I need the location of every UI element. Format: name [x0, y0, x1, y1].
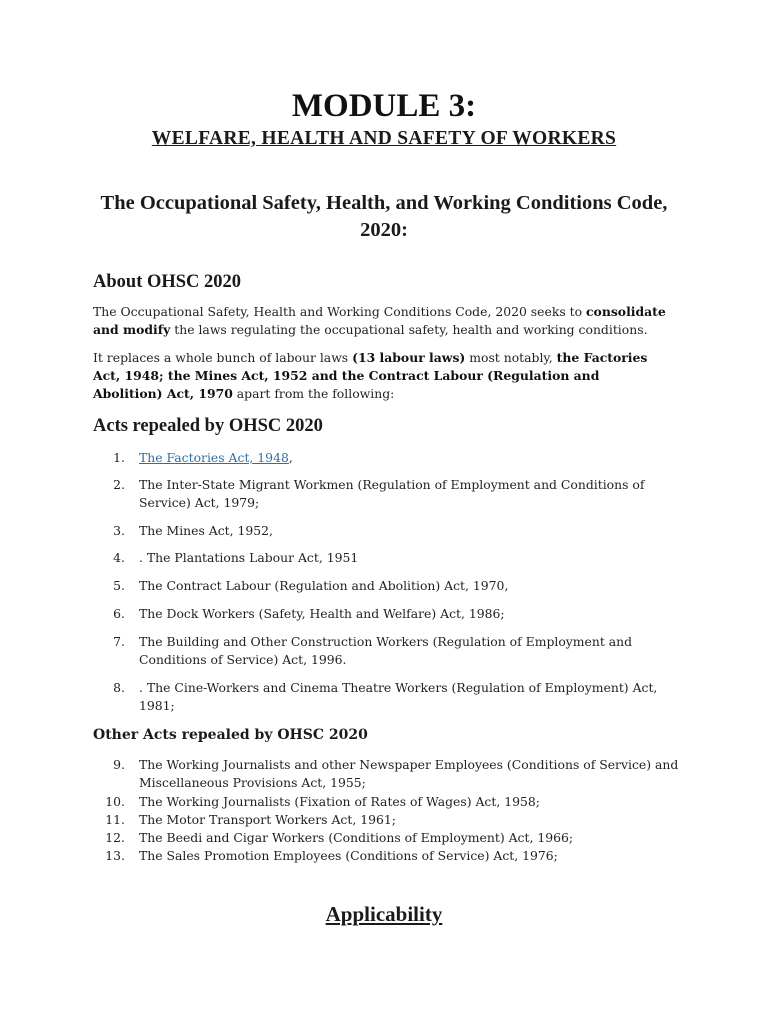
list-item-text: The Dock Workers (Safety, Health and Welfare) Act, 1986; [139, 606, 505, 621]
text-run: The Occupational Safety, Health and Working Conditions Code, 2020 seeks to [93, 304, 587, 319]
other-acts-heading: Other Acts repealed by OHSC 2020 [93, 727, 368, 743]
list-item-text: The Sales Promotion Employees (Conditions of Service) Act, 1976; [139, 848, 558, 863]
text-run: It replaces a whole bunch of labour laws [93, 350, 353, 365]
list-item-text: . The Cine-Workers and Cinema Theatre Workers (Regulation of Employment) Act, 1981; [139, 680, 658, 713]
item-number: 1. [113, 450, 125, 465]
acts-repealed-heading: Acts repealed by OHSC 2020 [93, 416, 323, 436]
list-item-text: The Motor Transport Workers Act, 1961; [139, 812, 396, 827]
list-item-text: The Contract Labour (Regulation and Abolition) Act, 1970, [139, 578, 509, 593]
code-title-colon: : [401, 219, 408, 241]
item-number: 9. [113, 757, 125, 772]
list-item-text: The Beedi and Cigar Workers (Conditions of Employment) Act, 1966; [139, 830, 574, 845]
item-number: 8. [113, 680, 125, 695]
about-paragraph-2 [93, 349, 673, 403]
bold-run: the Factories Act, 1948; the Mines Act, 1952 and the Contract Labour (Regulation and Abolition) Act, 1970 [93, 350, 648, 401]
list-item-text: . The Plantations Labour Act, 1951 [139, 550, 359, 565]
module-title: MODULE 3: [291, 88, 477, 124]
factories-act-link[interactable]: The Factories Act, 1948 [139, 450, 289, 465]
item-number: 5. [113, 578, 125, 593]
list-item-text: The Working Journalists and other Newspaper Employees (Conditions of Service) and Miscellaneous Provisions Act, 1955; [139, 757, 679, 790]
list-item-text: The Working Journalists (Fixation of Rates of Wages) Act, 1958; [139, 794, 540, 809]
about-heading: About OHSC 2020 [93, 272, 242, 292]
code-title [80, 190, 688, 244]
item-number: 4. [113, 550, 125, 565]
bold-run: (13 labour laws) [352, 350, 466, 365]
text-run: most notably, [465, 350, 557, 365]
code-title-text: The Occupational Safety, Health, and Working Conditions Code, 2020 [100, 192, 668, 241]
applicability-heading: Applicability [325, 902, 443, 926]
item-number: 10. [105, 794, 125, 809]
item-number: 6. [113, 606, 125, 621]
text-run: apart from the following: [232, 386, 395, 401]
list-item-suffix: , [288, 450, 293, 465]
item-number: 13. [105, 848, 125, 863]
item-number: 3. [113, 523, 125, 538]
bold-run: consolidate and modify [93, 304, 666, 337]
list-item-text [139, 449, 684, 467]
item-number: 12. [105, 830, 125, 845]
module-subtitle: WELFARE, HEALTH AND SAFETY OF WORKERS [151, 128, 617, 149]
item-number: 7. [113, 634, 125, 649]
list-item-text: The Inter-State Migrant Workmen (Regulation of Employment and Conditions of Service) Act, 1979; [139, 477, 645, 510]
list-item-text: The Mines Act, 1952, [139, 523, 273, 538]
text-run: the laws regulating the occupational safety, health and working conditions. [170, 322, 648, 337]
list-item-text: The Building and Other Construction Workers (Regulation of Employment and Conditions of Service) Act, 1996. [139, 634, 633, 667]
item-number: 2. [113, 477, 125, 492]
about-paragraph-1 [93, 303, 673, 339]
item-number: 11. [105, 812, 125, 827]
